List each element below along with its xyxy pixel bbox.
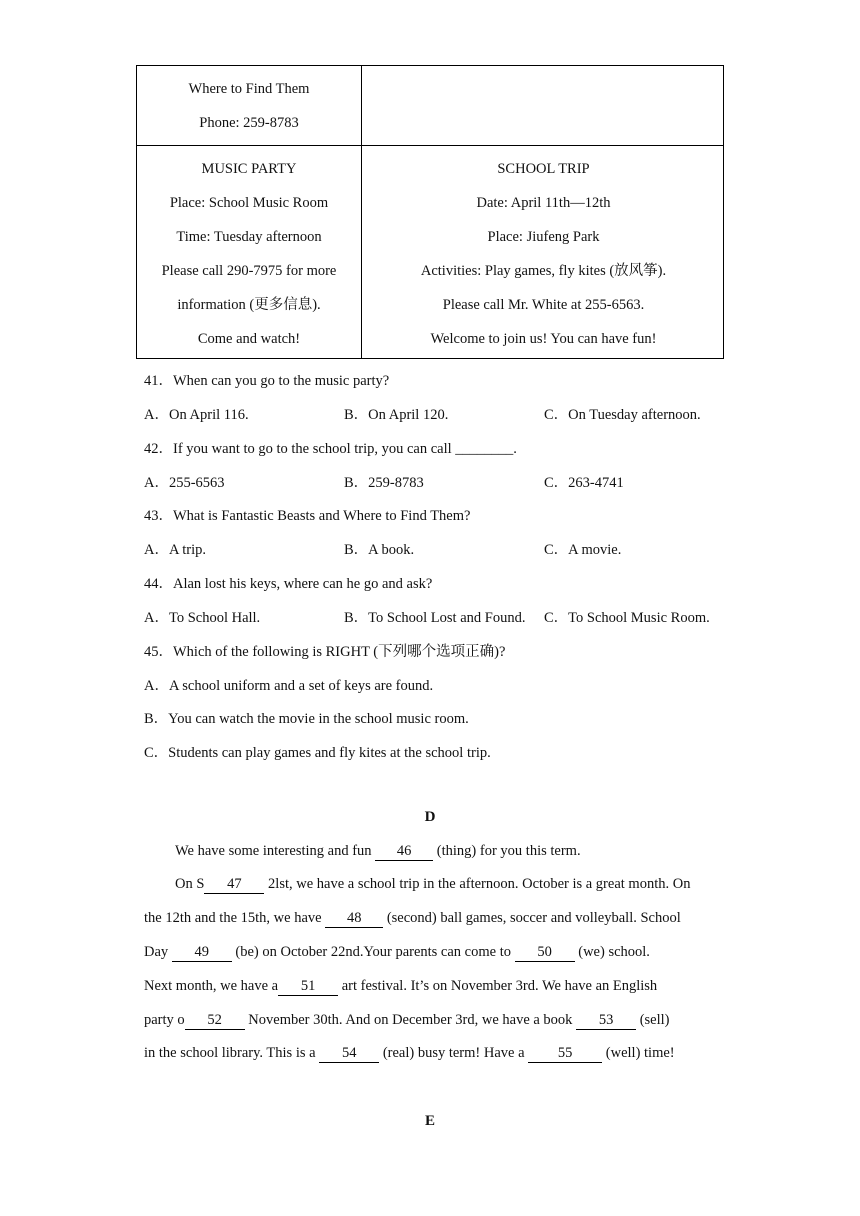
text: in the school library. This is a	[144, 1045, 320, 1061]
section-e-heading: E	[424, 1113, 435, 1129]
cell-line: Date: April 11th—12th	[476, 195, 611, 211]
question-42-option-a: A．255-6563	[144, 475, 225, 491]
blank-54[interactable]: 54	[319, 1046, 379, 1063]
question-43-option-a: A．A trip.	[144, 542, 207, 558]
blank-47[interactable]: 47	[204, 877, 264, 894]
question-41-option-b: B．On April 120.	[344, 407, 449, 423]
cell-line: Place: Jiufeng Park	[487, 229, 600, 245]
text: (be) on October 22nd.Your parents can come to	[231, 944, 515, 960]
cell-line: Activities: Play games, fly kites (放风筝).	[420, 263, 667, 279]
blank-55[interactable]: 55	[528, 1046, 602, 1063]
passage-d-line-5	[144, 978, 657, 996]
text: (we) school.	[574, 944, 650, 960]
cell-line: Phone: 259-8783	[199, 115, 299, 131]
cell-line: Please call Mr. White at 255-6563.	[442, 297, 645, 313]
text: We have some interesting and fun	[175, 843, 376, 859]
blank-52[interactable]: 52	[185, 1013, 245, 1030]
passage-d-line-7	[144, 1045, 675, 1063]
question-44-option-a: A．To School Hall.	[144, 610, 261, 626]
text: art festival. It’s on November 3rd. We have an English	[338, 978, 658, 994]
question-45-option-c: C．Students can play games and fly kites at the school trip.	[144, 745, 491, 761]
question-42-stem: 42．If you want to go to the school trip, you can call ________.	[144, 441, 517, 457]
text: (second) ball games, soccer and volleyball. School	[383, 910, 681, 926]
question-43-option-b: B．A book.	[344, 542, 415, 558]
cell-line: information (更多信息).	[177, 297, 321, 313]
blank-51[interactable]: 51	[278, 979, 338, 996]
question-43-option-c: C．A movie.	[544, 542, 622, 558]
text: (thing) for you this term.	[433, 843, 581, 859]
passage-d-line-2	[175, 876, 690, 894]
blank-53[interactable]: 53	[576, 1013, 636, 1030]
text: November 30th. And on December 3rd, we have a book	[244, 1012, 577, 1028]
passage-d-line-3	[144, 910, 681, 928]
cell-line: SCHOOL TRIP	[497, 161, 590, 177]
text: Day	[144, 944, 172, 960]
passage-d-line-1	[175, 843, 581, 861]
question-41-stem: 41．When can you go to the music party?	[144, 373, 390, 389]
blank-46[interactable]: 46	[375, 844, 433, 861]
table-divider-horizontal	[137, 145, 723, 146]
text: (real) busy term! Have a	[379, 1045, 529, 1061]
text: (sell)	[636, 1012, 670, 1028]
cell-line: Please call 290-7975 for more	[161, 263, 337, 279]
question-42-option-c: C．263-4741	[544, 475, 624, 491]
question-43-stem: 43．What is Fantastic Beasts and Where to Find Them?	[144, 508, 471, 524]
cell-line: Place: School Music Room	[169, 195, 329, 211]
text: party o	[144, 1012, 185, 1028]
passage-d-line-4	[144, 944, 650, 962]
question-44-option-c: C．To School Music Room.	[544, 610, 710, 626]
section-d-heading: D	[424, 809, 436, 825]
question-42-option-b: B．259-8783	[344, 475, 424, 491]
question-45-option-a: A．A school uniform and a set of keys are found.	[144, 678, 434, 694]
blank-49[interactable]: 49	[172, 945, 232, 962]
text: Next month, we have a	[144, 978, 279, 994]
cell-line: Where to Find Them	[188, 81, 310, 97]
question-45-stem: 45．Which of the following is RIGHT (下列哪个选项正确)?	[144, 644, 506, 660]
cell-line: Time: Tuesday afternoon	[176, 229, 322, 245]
question-44-stem: 44．Alan lost his keys, where can he go and ask?	[144, 576, 433, 592]
blank-50[interactable]: 50	[515, 945, 575, 962]
question-44-option-b: B．To School Lost and Found.	[344, 610, 526, 626]
question-45-option-b: B．You can watch the movie in the school music room.	[144, 711, 469, 727]
table-cell-movie	[137, 72, 361, 140]
cell-line: Welcome to join us! You can have fun!	[430, 331, 657, 347]
question-41-option-c: C．On Tuesday afternoon.	[544, 407, 701, 423]
cell-line: MUSIC PARTY	[201, 161, 297, 177]
text: the 12th and the 15th, we have	[144, 910, 326, 926]
text: (well) time!	[602, 1045, 675, 1061]
passage-d-line-6	[144, 1012, 669, 1030]
table-cell-school-trip	[362, 152, 725, 356]
question-41-option-a: A．On April 116.	[144, 407, 249, 423]
text: 2lst, we have a school trip in the afternoon. October is a great month. On	[264, 876, 691, 892]
cell-line: Come and watch!	[197, 331, 301, 347]
notice-table	[136, 65, 724, 359]
table-cell-music-party	[137, 152, 361, 356]
blank-48[interactable]: 48	[325, 911, 383, 928]
text: On S	[175, 876, 205, 892]
